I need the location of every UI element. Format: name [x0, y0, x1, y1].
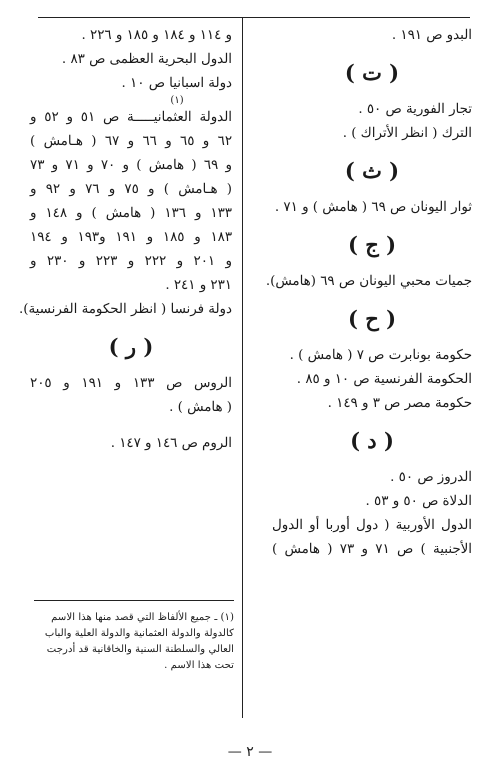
- letter-heading: ( ت ): [344, 60, 400, 85]
- index-entry: حكومة مصر ص ٣ و ١٤٩ .: [327, 396, 472, 411]
- footnote-reference: (١): [170, 95, 184, 106]
- column-divider: [242, 18, 243, 718]
- index-entry: جميات محبي اليونان ص ٦٩ (هامش).: [265, 274, 472, 289]
- index-entry: ١٨٣ و ١٨٥ و ١٩١ و١٩٣ و ١٩٤: [30, 230, 233, 245]
- index-entry: الدلاة ص ٥٠ و ٥٣ .: [365, 494, 472, 509]
- footnote: [36, 610, 234, 674]
- page-number: — ٢ —: [227, 744, 273, 760]
- top-rule: [38, 17, 470, 18]
- index-entry: و ١١٤ و ١٨٤ و ١٨٥ و ٢٢٦ .: [81, 28, 232, 43]
- index-entry: تجار الفورية ص ٥٠ .: [358, 102, 472, 117]
- index-entry: الدول الأوربية ( دول أوربا أو الدول: [272, 518, 472, 533]
- letter-heading: ( ج ): [347, 232, 397, 257]
- letter-heading: ( ح ): [347, 306, 397, 331]
- letter-heading: ( ر ): [108, 334, 154, 359]
- footnote-line: العالي والسلطنة السنية والخاقانية قد أدرجت: [46, 644, 234, 655]
- footnote-rule: [34, 600, 234, 601]
- letter-heading: ( ث ): [344, 158, 400, 183]
- index-entry: الأجنبية ) ص ٧١ و ٧٣ ( هامش ): [272, 542, 472, 557]
- footnote-line: تحت هذا الاسم .: [164, 660, 234, 671]
- index-entry: ١٣٣ و ١٣٦ ( هامش ) و ١٤٨ و: [30, 206, 232, 221]
- index-entry: حكومة بونابرت ص ٧ ( هامش ) .: [289, 348, 472, 363]
- index-entry: الروس ص ١٣٣ و ١٩١ و ٢٠٥: [30, 376, 232, 391]
- index-entry: و ٢٠١ و ٢٢٢ و ٢٢٣ و ٢٣٠ و: [30, 254, 232, 269]
- index-entry: الدول البحرية العظمى ص ٨٣ .: [61, 52, 232, 67]
- index-entry: الروم ص ١٤٦ و ١٤٧ .: [110, 436, 232, 451]
- index-entry: دولة اسبانيا ص ١٠ .: [121, 76, 232, 91]
- left-column: [18, 24, 233, 456]
- index-entry: ثوار اليونان ص ٦٩ ( هامش ) و ٧١ .: [274, 200, 472, 215]
- letter-heading: ( د ): [350, 428, 394, 453]
- footnote-line: (١) ـ جميع الألفاظ التي قصد منها هذا الاسم: [51, 612, 234, 623]
- index-entry: دولة فرنسا ( انظر الحكومة الفرنسية).: [18, 302, 232, 317]
- index-entry: البدو ص ١٩١ .: [391, 28, 472, 43]
- index-entry: ٢٣١ و ٢٤١ .: [165, 278, 232, 293]
- index-entry: ( هامش ) .: [169, 400, 232, 415]
- index-entry: الدروز ص ٥٠ .: [390, 470, 472, 485]
- index-entry: و ٦٩ ( هامش ) و ٧٠ و ٧١ و ٧٣: [30, 158, 232, 173]
- index-entry: ٦٢ و ٦٥ و ٦٦ و ٦٧ ( هـامش ): [30, 134, 233, 149]
- index-entry: الحكومة الفرنسية ص ١٠ و ٨٥ .: [296, 372, 472, 387]
- index-entry: ( هـامش ) و ٧٥ و ٧٦ و ٩٢ و: [30, 182, 232, 197]
- footnote-line: كالدولة والدولة العثمانية والدولة العلية والباب: [44, 628, 234, 639]
- index-entry: الترك ( انظر الأتراك ) .: [342, 126, 472, 141]
- index-entry: الدولة العثمانيـــــة ص ٥١ و ٥٢ و: [30, 110, 233, 125]
- right-column: [265, 24, 472, 562]
